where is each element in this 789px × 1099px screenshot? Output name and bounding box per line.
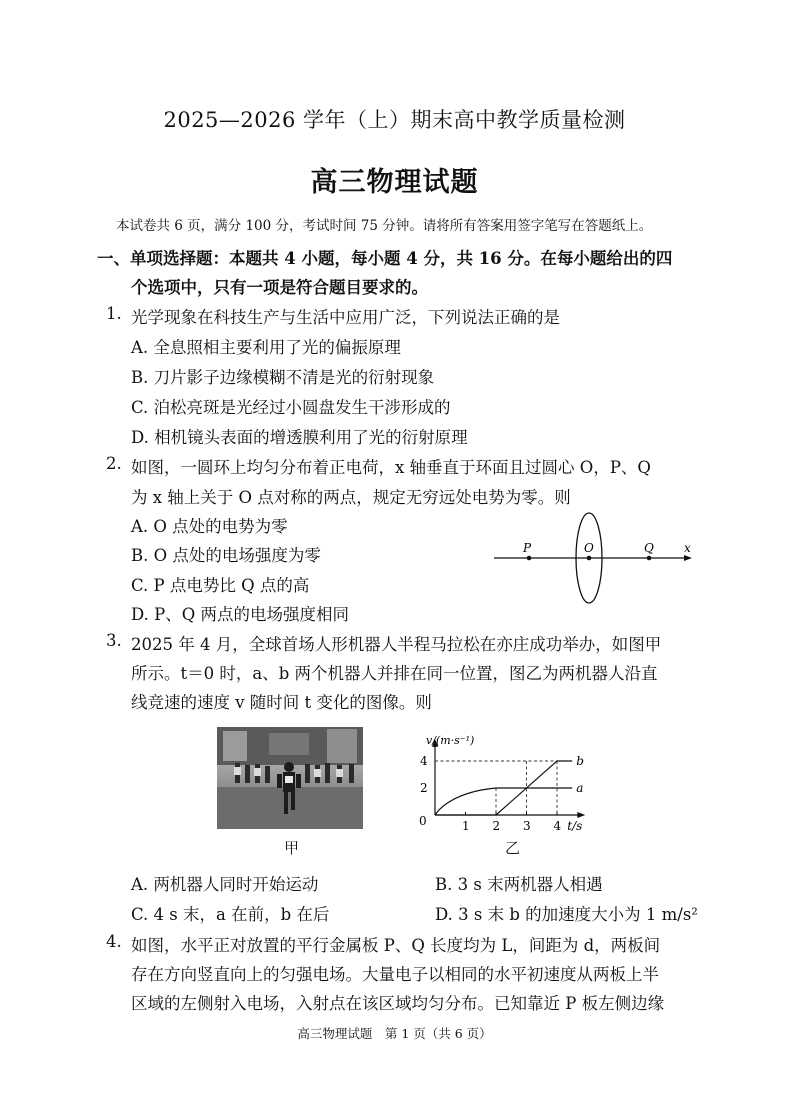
q2-stem-line2: 为 x 轴上关于 O 点对称的两点，规定无穷远处电势为零。则 — [131, 488, 571, 507]
section-heading-line2: 个选项中，只有一项是符合题目要求的。 — [131, 278, 428, 297]
exam-instructions: 本试卷共 6 页，满分 100 分，考试时间 75 分钟。请将所有答案用签字笔写在答题纸上。 — [116, 218, 653, 234]
q3-stem-line1: 2025 年 4 月，全球首场人形机器人半程马拉松在亦庄成功举办，如图甲 — [131, 635, 662, 654]
page-footer: 高三物理试题 第 1 页（共 6 页） — [297, 1026, 492, 1041]
point-p — [527, 556, 532, 561]
label-x: x — [684, 541, 691, 555]
paper-title: 高三物理试题 — [310, 167, 479, 198]
q2-option-c: C. P 点电势比 Q 点的高 — [131, 576, 310, 595]
ring-charge-diagram — [490, 510, 700, 615]
q2-number: 2. — [106, 454, 122, 473]
x-axis-arrow — [684, 555, 692, 561]
x-tick-label-1: 1 — [462, 819, 470, 832]
y-tick-label-2: 2 — [420, 781, 428, 795]
q1-option-c: C. 泊松亮斑是光经过小圆盘发生干涉形成的 — [131, 398, 451, 417]
label-p: P — [523, 541, 532, 555]
q1-number: 1. — [106, 304, 122, 323]
label-q: Q — [644, 541, 654, 555]
series-a-label: a — [576, 781, 584, 795]
exam-header: 2025—2026 学年（上）期末高中教学质量检测 — [163, 108, 626, 132]
q3-stem-line2: 所示。t＝0 时，a、b 两个机器人并排在同一位置，图乙为两机器人沿直 — [131, 664, 658, 683]
q3-option-a: A. 两机器人同时开始运动 — [131, 875, 319, 894]
q4-number: 4. — [106, 932, 122, 951]
q1-stem: 光学现象在科技生产与生活中应用广泛，下列说法正确的是 — [131, 308, 560, 327]
q2-option-d: D. P、Q 两点的电场强度相同 — [131, 605, 350, 624]
velocity-time-chart — [395, 722, 635, 832]
x-tick-label-3: 3 — [523, 819, 531, 832]
robot-marathon-photo — [217, 727, 363, 829]
caption-jia: 甲 — [284, 839, 300, 857]
y-axis-label: v/(m·s⁻¹) — [426, 733, 475, 747]
section-heading-line1: 一、单项选择题：本题共 4 小题，每小题 4 分，共 16 分。在每小题给出的四 — [97, 249, 673, 268]
origin-label: 0 — [419, 814, 427, 828]
label-o: O — [584, 541, 594, 555]
q4-line2: 存在方向竖直向上的匀强电场。大量电子以相同的水平初速度从两板上半 — [131, 965, 659, 984]
q4-line1: 如图，水平正对放置的平行金属板 P、Q 长度均为 L，间距为 d，两板间 — [131, 936, 661, 955]
q1-option-d: D. 相机镜头表面的增透膜利用了光的衍射原理 — [131, 428, 468, 447]
q3-option-d: D. 3 s 末 b 的加速度大小为 1 m/s² — [435, 905, 698, 924]
series-a-line — [435, 788, 572, 815]
q3-option-b: B. 3 s 末两机器人相遇 — [435, 875, 603, 894]
q1-option-a: A. 全息照相主要利用了光的偏振原理 — [131, 338, 401, 357]
x-tick-label-4: 4 — [553, 819, 562, 832]
y-tick-label-4: 4 — [420, 754, 428, 768]
series-b-label: b — [576, 754, 584, 768]
x-axis-label: t/s — [567, 819, 583, 832]
q2-stem-line1: 如图，一圆环上均匀分布着正电荷，x 轴垂直于环面且过圆心 O，P、Q — [131, 458, 651, 477]
q2-option-b: B. O 点处的电场强度为零 — [131, 546, 321, 565]
q3-option-c: C. 4 s 末，a 在前，b 在后 — [131, 905, 330, 924]
caption-yi: 乙 — [505, 839, 521, 857]
photo-scene — [217, 727, 363, 829]
point-q — [647, 556, 652, 561]
point-o — [587, 556, 592, 561]
q3-number: 3. — [106, 631, 122, 650]
x-axis-arrow — [577, 812, 585, 818]
q1-option-b: B. 刀片影子边缘模糊不清是光的衍射现象 — [131, 368, 435, 387]
q3-stem-line3: 线竞速的速度 v 随时间 t 变化的图像。则 — [131, 693, 432, 712]
q2-option-a: A. O 点处的电势为零 — [131, 517, 288, 536]
q4-line3: 区域的左侧射入电场，入射点在该区域均匀分布。已知靠近 P 板左侧边缘 — [131, 994, 665, 1013]
x-tick-label-2: 2 — [492, 819, 501, 832]
